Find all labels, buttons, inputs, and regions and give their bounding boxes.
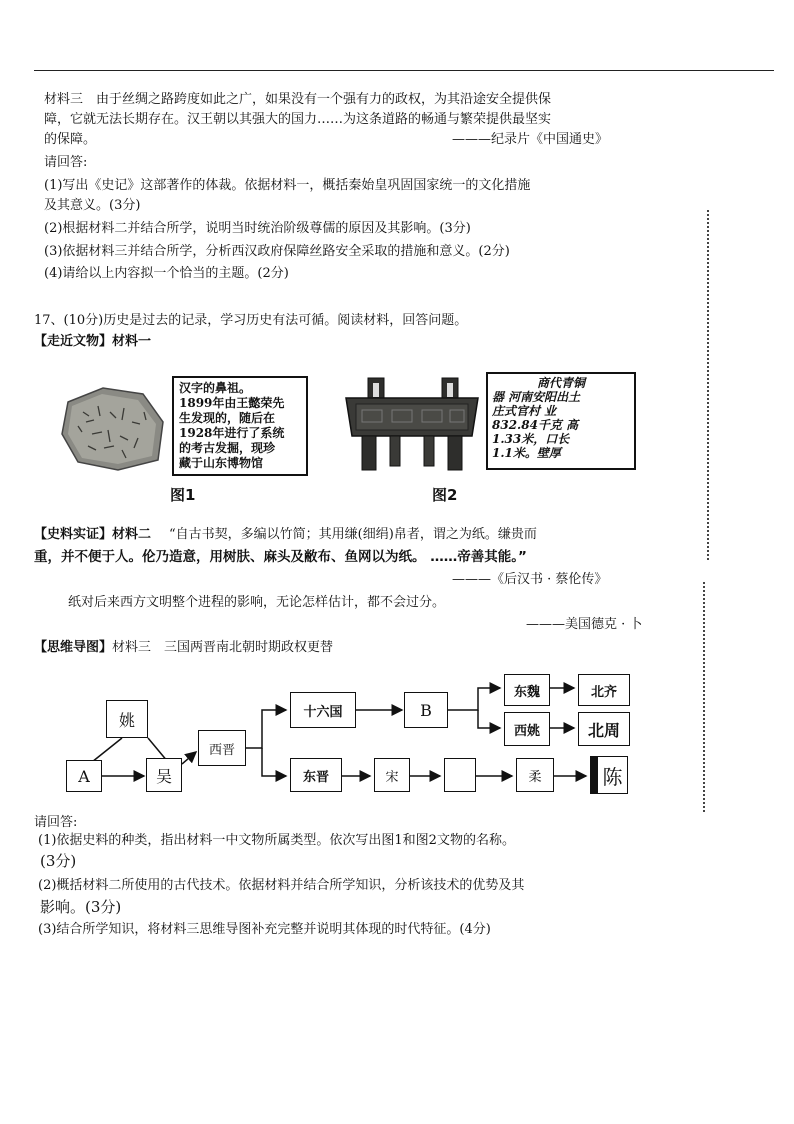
- fig1-note-line: 1899年由王懿荣先: [179, 396, 285, 410]
- material3-line3: 的保障。: [44, 132, 97, 147]
- node-blank: [444, 758, 476, 792]
- fig2-note-line: 商代青铜: [536, 376, 585, 390]
- material2-source: ———《后汉书 · 蔡伦传》: [452, 572, 608, 587]
- fig1-note-line: 的考古发掘，现珍: [179, 441, 276, 455]
- material2-line2: 重，并不便于人。伦乃造意，用树肤、麻头及敝布、鱼网以为纸。 ……帝善其能。”: [34, 549, 527, 565]
- section3-tag: 【思维导图】: [34, 640, 113, 655]
- node-xijin: 西晋: [198, 730, 246, 766]
- section2-tag: 【史料实证】: [34, 527, 113, 542]
- fig1-note-line: 1928年进行了系统: [179, 426, 285, 440]
- node-b: B: [404, 692, 448, 728]
- fig2-note-line: 832.84千克 高: [492, 418, 579, 432]
- fig2-note-line: 器 河南安阳出土: [492, 390, 581, 404]
- section1-label: 材料一: [112, 334, 152, 349]
- node-shiliuguo: 十六国: [290, 692, 356, 728]
- fig2-note-line: 1.33米，口长: [492, 432, 570, 446]
- node-beiqi: 北齐: [578, 674, 630, 706]
- node-yao: 姚: [106, 700, 148, 738]
- fig2-note-line: 庄式官村 业: [492, 404, 557, 418]
- material2-line1: “自古书契，多编以竹简；其用缣(细绢)帛者，谓之为纸。缣贵而: [169, 527, 537, 542]
- q17-question-1b: (3分): [40, 852, 77, 870]
- material3-line2: 障，它就无法长期存在。汉王朝以其强大的国力……为这条道路的畅通与繁荣提供最坚实: [44, 112, 552, 127]
- section3-label: 材料三 三国两晋南北朝时期政权更替: [112, 640, 334, 655]
- node-beizhou: 北周: [578, 712, 630, 746]
- node-chen: 陈: [590, 756, 628, 794]
- q17-heading: 请回答:: [34, 815, 78, 830]
- node-xiyao: 西姚: [504, 712, 550, 746]
- q16-question-4: (4)请给以上内容拟一个恰当的主题。(2分): [44, 266, 289, 281]
- section2-label: 材料二: [112, 527, 152, 542]
- material3-line1: 材料三 由于丝绸之路跨度如此之广，如果没有一个强有力的政权，为其沿途安全提供保: [44, 92, 552, 107]
- fig2-note: [486, 372, 636, 470]
- q16-question-1b: 及其意义。(3分): [44, 198, 141, 213]
- fig1-note-line: 汉字的鼻祖。: [179, 381, 252, 395]
- binding-dotted-line: [707, 210, 709, 560]
- fig1-note: [172, 376, 308, 476]
- node-song: 宋: [374, 758, 410, 792]
- node-dongjin: 东晋: [290, 758, 342, 792]
- material3-source: ———纪录片《中国通史》: [452, 132, 609, 147]
- q17-question-3: (3)结合所学知识，将材料三思维导图补充完整并说明其体现的时代特征。(4分): [38, 922, 491, 937]
- fig2-caption: 图2: [432, 486, 458, 504]
- material2-line3: 纸对后来西方文明整个进程的影响，无论怎样估计，都不会过分。: [68, 595, 446, 610]
- fig1-note-line: 生发现的，随后在: [179, 411, 276, 425]
- section1-tag: 【走近文物】: [34, 334, 113, 349]
- node-wu: 吴: [146, 758, 182, 792]
- top-rule: [34, 70, 774, 71]
- fig1-note-line: 藏于山东博物馆: [179, 456, 264, 470]
- q17-question-1a: (1)依据史料的种类，指出材料一中文物所属类型。依次写出图1和图2文物的名称。: [38, 833, 515, 848]
- oracle-bone-image: [58, 382, 170, 474]
- q17-question-2b: 影响。(3分): [40, 898, 122, 916]
- bronze-ding-image: [338, 374, 486, 478]
- q17-intro: 17、(10分)历史是过去的记录，学习历史有法可循。阅读材料，回答问题。: [34, 313, 468, 328]
- q17-question-2a: (2)概括材料二所使用的古代技术。依据材料并结合所学知识，分析该技术的优势及其: [38, 878, 525, 893]
- fig1-caption: 图1: [170, 486, 196, 504]
- node-a: A: [66, 760, 102, 792]
- material2-source2: ———美国德克 · 卜: [526, 617, 643, 632]
- q16-question-1a: (1)写出《史记》这部著作的体裁。依据材料一，概括秦始皇巩固国家统一的文化措施: [44, 178, 531, 193]
- q16-question-2: (2)根据材料二并结合所学，说明当时统治阶级尊儒的原因及其影响。(3分): [44, 221, 471, 236]
- node-dongwei: 东魏: [504, 674, 550, 706]
- node-rou: 柔: [516, 758, 554, 792]
- q16-question-3: (3)依据材料三并结合所学，分析西汉政府保障丝路安全采取的措施和意义。(2分): [44, 244, 510, 259]
- fig2-note-line: 1.1米。壁厚: [492, 446, 561, 460]
- q16-heading: 请回答:: [44, 155, 88, 170]
